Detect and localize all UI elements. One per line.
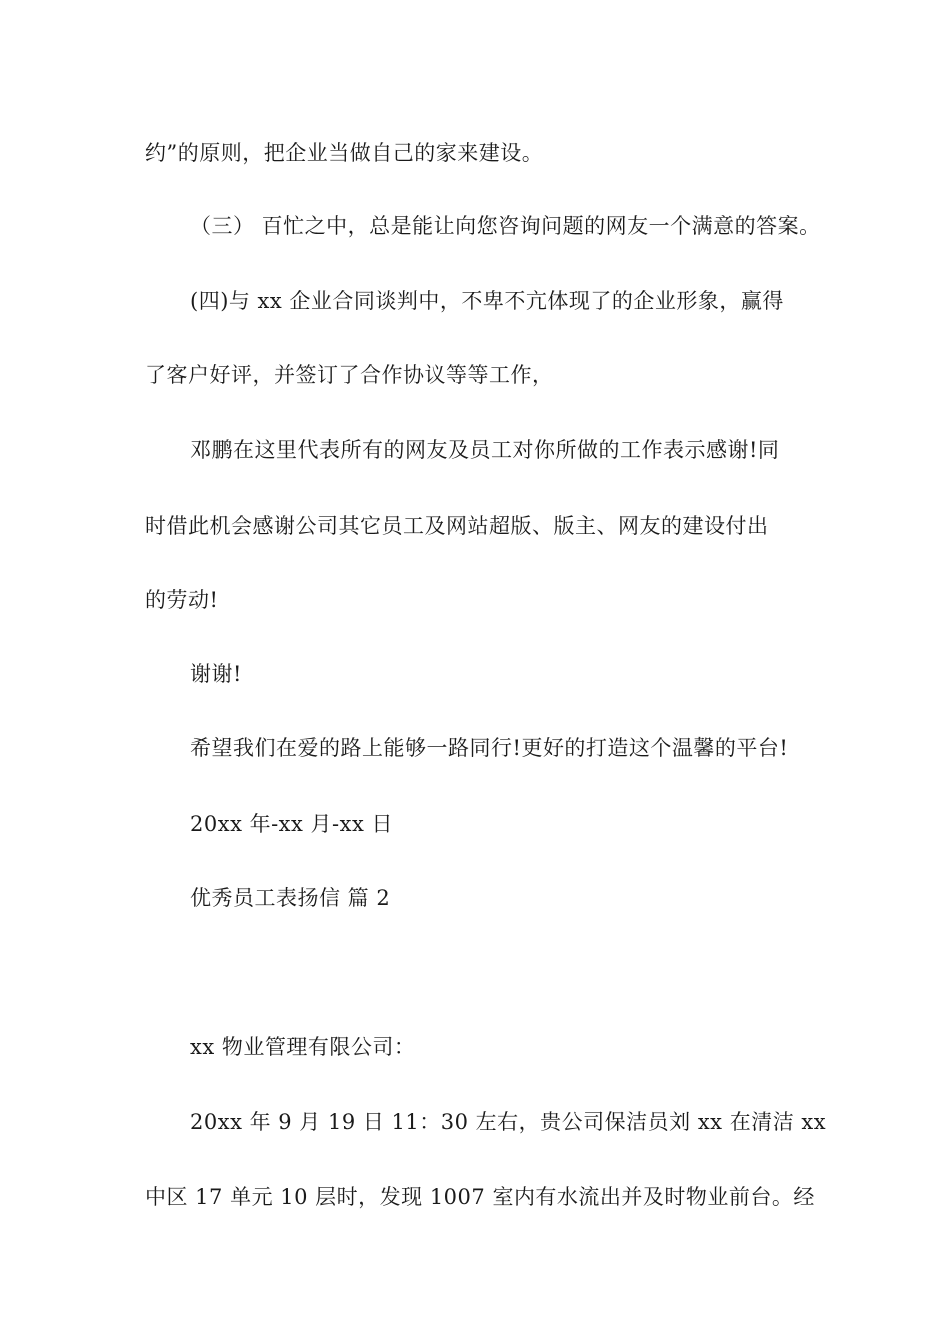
paragraph-line: (四)与 xx 企业合同谈判中，不卑不亢体现了的企业形象，赢得: [190, 289, 784, 313]
paragraph-line: 希望我们在爱的路上能够一路同行!更好的打造这个温馨的平台!: [190, 736, 789, 760]
paragraph-line: 20xx 年 9 月 19 日 11：30 左右，贵公司保洁员刘 xx 在清洁 xx: [190, 1110, 827, 1134]
paragraph-line: 约”的原则，把企业当做自己的家来建设。: [145, 141, 544, 165]
paragraph-line: 的劳动!: [145, 588, 219, 612]
paragraph-line: （三） 百忙之中，总是能让向您咨询问题的网友一个满意的答案。: [190, 214, 821, 238]
paragraph-line: 时借此机会感谢公司其它员工及网站超版、版主、网友的建设付出: [145, 514, 769, 538]
paragraph-line: 邓鹏在这里代表所有的网友及员工对你所做的工作表示感谢!同: [190, 438, 780, 462]
section-heading: 优秀员工表扬信 篇 2: [190, 886, 391, 910]
paragraph-line: 了客户好评，并签订了合作协议等等工作，: [145, 363, 554, 387]
paragraph-line: 谢谢!: [190, 662, 242, 686]
paragraph-line: 中区 17 单元 10 层时，发现 1007 室内有水流出并及时物业前台。经: [145, 1185, 815, 1209]
date-line: 20xx 年-xx 月-xx 日: [190, 812, 393, 836]
salutation-line: xx 物业管理有限公司：: [190, 1035, 416, 1059]
